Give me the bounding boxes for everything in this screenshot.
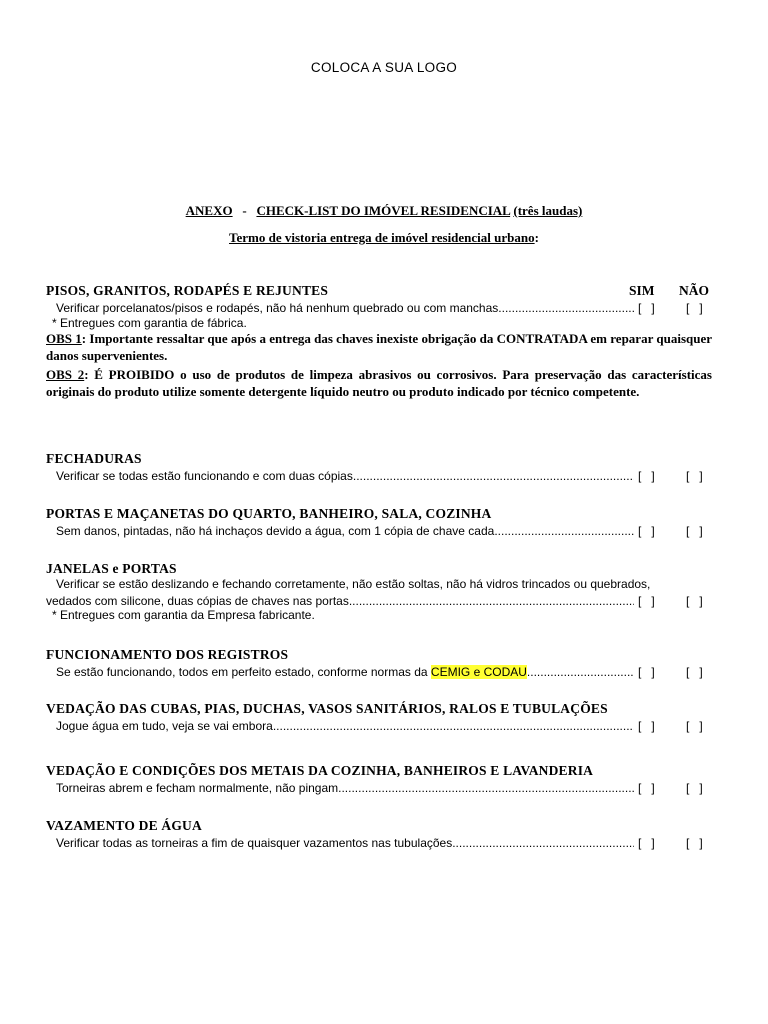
title-main: CHECK-LIST DO IMÓVEL RESIDENCIAL — [256, 203, 511, 218]
checklist-item-text: Verificar se todas estão funcionando e com duas cópias — [56, 469, 353, 483]
checkbox-nao[interactable]: [ ] — [686, 719, 703, 733]
leader-dots — [338, 781, 634, 795]
checklist-item-text: Verificar todas as torneiras a fim de quaisquer vazamentos nas tubulações — [56, 836, 453, 850]
checkbox-sim[interactable]: [ ] — [638, 665, 655, 679]
checklist-item-text-line2: vedados com silicone, duas cópias de chaves nas portas — [46, 594, 349, 608]
leader-dots — [498, 301, 634, 315]
checkbox-nao[interactable]: [ ] — [686, 524, 703, 538]
checkbox-nao[interactable]: [ ] — [686, 301, 703, 315]
checkbox-sim[interactable]: [ ] — [638, 836, 655, 850]
checkbox-sim[interactable]: [ ] — [638, 301, 655, 315]
checkbox-sim[interactable]: [ ] — [638, 594, 655, 608]
title-suffix: (três laudas) — [513, 203, 583, 218]
checklist-row-fechaduras — [46, 467, 712, 483]
leader-dots — [527, 665, 634, 679]
leader-dots — [452, 836, 634, 850]
obs-1-text: : Importante ressaltar que após a entrega das chaves inexiste obrigação da CONTRATADA em reparar quaisquer danos supervenientes. — [46, 331, 713, 363]
section-heading-vedacao-cubas: VEDAÇÃO DAS CUBAS, PIAS, DUCHAS, VASOS SANITÁRIOS, RALOS E TUBULAÇÕES — [46, 701, 608, 716]
leader-dots — [273, 719, 634, 733]
checklist-item-text: Sem danos, pintadas, não há inchaços devido a água, com 1 cópia de chave cada — [56, 524, 495, 538]
document-title — [0, 203, 768, 219]
checkbox-sim[interactable]: [ ] — [638, 781, 655, 795]
obs-2-label: OBS 2 — [46, 367, 85, 382]
checklist-item-text: Torneiras abrem e fecham normalmente, não pingam — [56, 781, 339, 795]
title-separator: - — [242, 203, 247, 218]
checklist-row-vedacao-cubas — [46, 717, 712, 733]
checklist-item-text-line1: Verificar se estão deslizando e fechando corretamente, não estão soltas, não há vidros trincados ou quebrados, — [56, 577, 651, 591]
obs-2 — [46, 366, 712, 400]
logo-placeholder: COLOCA A SUA LOGO — [310, 60, 458, 75]
checklist-row-pisos — [46, 299, 712, 315]
checklist-row-portas — [46, 522, 712, 538]
checklist-row-registros — [46, 663, 712, 679]
column-header-nao: NÃO — [679, 283, 709, 298]
checkbox-nao[interactable]: [ ] — [686, 469, 703, 483]
obs-2-text: : É PROIBIDO o uso de produtos de limpeza abrasivos ou corrosivos. Para preservação das características originais do produto utilize somente detergente líquido neutro ou produto indicado por técnico competente. — [46, 367, 712, 399]
section-heading-vazamento: VAZAMENTO DE ÁGUA — [46, 818, 202, 833]
checklist-item-text — [46, 665, 527, 679]
checkbox-nao[interactable]: [ ] — [686, 781, 703, 795]
obs-1-label: OBS 1 — [46, 331, 82, 346]
section-heading-registros: FUNCIONAMENTO DOS REGISTROS — [46, 647, 289, 662]
section-heading-pisos: PISOS, GRANITOS, RODAPÉS E REJUNTES — [46, 283, 329, 298]
checkbox-sim[interactable]: [ ] — [638, 719, 655, 733]
checklist-row-janelas — [46, 592, 712, 608]
section-heading-portas: PORTAS E MAÇANETAS DO QUARTO, BANHEIRO, SALA, COZINHA — [46, 506, 492, 521]
checklist-item-text: Jogue água em tudo, veja se vai embora — [56, 719, 273, 733]
title-prefix: ANEXO — [185, 203, 233, 218]
checkbox-nao[interactable]: [ ] — [686, 836, 703, 850]
leader-dots — [349, 594, 634, 608]
leader-dots — [353, 469, 634, 483]
checkbox-nao[interactable]: [ ] — [686, 665, 703, 679]
checkbox-sim[interactable]: [ ] — [638, 469, 655, 483]
subtitle-colon: : — [534, 230, 539, 245]
leader-dots — [494, 524, 634, 538]
note-janelas: * Entregues com garantia da Empresa fabricante. — [52, 608, 315, 622]
column-header-sim: SIM — [629, 283, 655, 298]
checkbox-nao[interactable]: [ ] — [686, 594, 703, 608]
section-heading-vedacao-metais: VEDAÇÃO E CONDIÇÕES DOS METAIS DA COZINHA, BANHEIROS E LAVANDERIA — [46, 763, 594, 778]
obs-1 — [46, 330, 712, 364]
subtitle-main: Termo de vistoria entrega de imóvel residencial urbano — [229, 230, 535, 245]
checklist-row-vazamento — [46, 834, 712, 850]
checklist-item-text-main: Se estão funcionando, todos em perfeito estado, conforme normas da — [56, 665, 428, 679]
checkbox-sim[interactable]: [ ] — [638, 524, 655, 538]
section-heading-fechaduras: FECHADURAS — [46, 451, 142, 466]
checklist-row-vedacao-metais — [46, 779, 712, 795]
note-pisos: * Entregues com garantia de fábrica. — [52, 316, 247, 330]
document-subtitle — [0, 230, 768, 246]
highlighted-text: CEMIG e CODAU — [430, 665, 527, 679]
section-heading-janelas: JANELAS e PORTAS — [46, 561, 177, 576]
checklist-item-text: Verificar porcelanatos/pisos e rodapés, não há nenhum quebrado ou com manchas — [56, 301, 499, 315]
